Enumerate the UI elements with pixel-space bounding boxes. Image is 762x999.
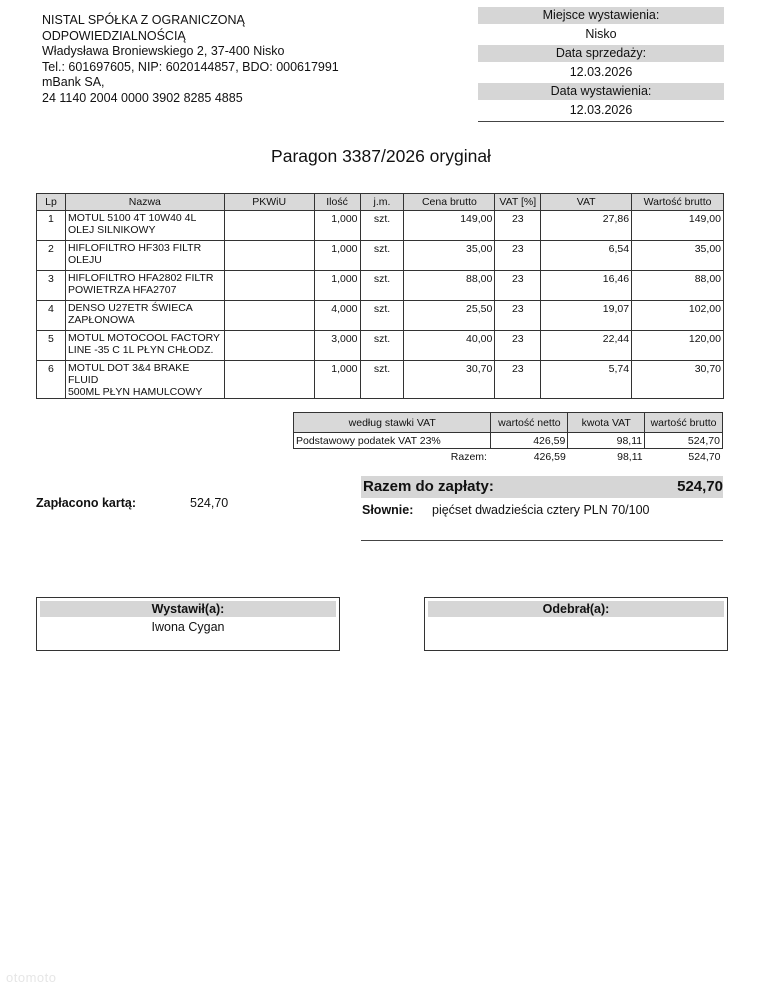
name-line-2: POWIETRZA HFA2707 [67, 284, 177, 296]
col-header-gross: Wartość brutto [632, 194, 724, 211]
cell-pkwiu [224, 361, 314, 399]
cell-price: 149,00 [404, 211, 495, 241]
name-line-2: LINE -35 C 1L PŁYN CHŁODZ. [67, 344, 214, 356]
cell-qty: 3,000 [314, 331, 360, 361]
cell-gross: 102,00 [632, 301, 724, 331]
vat-total-vat: 98,11 [617, 450, 643, 463]
total-to-pay-value: 524,70 [677, 478, 723, 495]
total-to-pay-label: Razem do zapłaty: [363, 478, 494, 495]
cell-unit: szt. [360, 331, 404, 361]
cell-vat: 6,54 [541, 241, 632, 271]
cell-vat: 19,07 [541, 301, 632, 331]
issued-by-name: Iwona Cygan [151, 620, 225, 634]
seller-name-line-1: NISTAL SPÓŁKA Z OGRANICZONĄ [42, 13, 245, 27]
cell-rate: 23 [495, 241, 541, 271]
cell-lp: 6 [37, 361, 66, 399]
cell-name [65, 301, 224, 331]
place-value: Nisko [585, 27, 617, 41]
vat-row-vat: 98,11 [568, 433, 645, 449]
place-label: Miejsce wystawienia: [478, 7, 724, 24]
cell-qty: 4,000 [314, 301, 360, 331]
total-to-pay-bar [361, 476, 723, 498]
received-by-label: Odebrał(a): [428, 601, 724, 617]
vat-summary-table [293, 412, 723, 464]
cell-qty: 1,000 [314, 361, 360, 399]
sale-date-label: Data sprzedaży: [478, 45, 724, 62]
cell-qty: 1,000 [314, 241, 360, 271]
paid-by-card-label: Zapłacono kartą: [36, 496, 137, 510]
received-by-box [424, 597, 728, 651]
vat-total-label: Razem: [450, 450, 487, 463]
cell-unit: szt. [360, 241, 404, 271]
seller-contact: Tel.: 601697605, NIP: 6020144857, BDO: 000617991 [42, 59, 339, 74]
cell-vat: 5,74 [541, 361, 632, 399]
table-row [37, 241, 724, 271]
cell-qty: 1,000 [314, 211, 360, 241]
cell-lp: 2 [37, 241, 66, 271]
cell-lp: 5 [37, 331, 66, 361]
amount-in-words-value: pięćset dwadzieścia cztery PLN 70/100 [432, 503, 650, 517]
table-row [37, 331, 724, 361]
document-meta [478, 7, 724, 122]
name-line-2: OLEJU [67, 254, 102, 266]
cell-name [65, 361, 224, 399]
cell-lp: 3 [37, 271, 66, 301]
cell-name [65, 271, 224, 301]
seller-name-line-2: ODPOWIEDZIALNOŚCIĄ [42, 28, 186, 43]
name-line-2: OLEJ SILNIKOWY [67, 224, 156, 236]
watermark: otomoto [6, 970, 57, 985]
issue-date-value: 12.03.2026 [478, 100, 724, 122]
table-row [37, 271, 724, 301]
vat-row-label: Podstawowy podatek VAT 23% [294, 433, 491, 449]
name-line-2: 500ML PŁYN HAMULCOWY [67, 386, 203, 398]
cell-name [65, 241, 224, 271]
cell-lp: 4 [37, 301, 66, 331]
amount-in-words [362, 503, 649, 517]
seller-address: Władysława Broniewskiego 2, 37-400 Nisko [42, 44, 285, 58]
table-row [37, 361, 724, 399]
vat-header-net: wartość netto [491, 413, 568, 433]
amount-in-words-label: Słownie: [362, 503, 414, 517]
col-header-qty: Ilość [314, 194, 360, 211]
cell-price: 25,50 [404, 301, 495, 331]
cell-gross: 88,00 [632, 271, 724, 301]
vat-header-gross: wartość brutto [645, 413, 723, 433]
cell-rate: 23 [495, 301, 541, 331]
col-header-lp: Lp [37, 194, 66, 211]
items-header-row [37, 194, 724, 211]
cell-price: 88,00 [404, 271, 495, 301]
name-line-1: DENSO U27ETR ŚWIECA [67, 302, 193, 314]
col-header-pkwiu: PKWiU [224, 194, 314, 211]
cell-gross: 35,00 [632, 241, 724, 271]
cell-qty: 1,000 [314, 271, 360, 301]
cell-price: 35,00 [404, 241, 495, 271]
cell-rate: 23 [495, 331, 541, 361]
cell-rate: 23 [495, 211, 541, 241]
col-header-unit: j.m. [360, 194, 404, 211]
vat-row [294, 433, 723, 449]
cell-price: 30,70 [404, 361, 495, 399]
cell-name [65, 331, 224, 361]
cell-gross: 120,00 [632, 331, 724, 361]
seller-info [42, 13, 339, 106]
seller-account: 24 1140 2004 0000 3902 8285 4885 [42, 90, 243, 105]
cell-vat: 22,44 [541, 331, 632, 361]
col-header-rate: VAT [%] [495, 194, 541, 211]
amount-divider [361, 540, 723, 541]
vat-total-net: 426,59 [533, 450, 566, 463]
vat-row-net: 426,59 [491, 433, 568, 449]
name-line-1: HIFLOFILTRO HFA2802 FILTR [67, 272, 214, 284]
col-header-name: Nazwa [65, 194, 224, 211]
name-line-1: MOTUL 5100 4T 10W40 4L [67, 212, 197, 224]
name-line-1: HIFLOFILTRO HF303 FILTR [67, 242, 202, 254]
vat-total-row [294, 449, 723, 465]
cell-name [65, 211, 224, 241]
table-row [37, 211, 724, 241]
cell-unit: szt. [360, 361, 404, 399]
cell-pkwiu [224, 241, 314, 271]
cell-pkwiu [224, 331, 314, 361]
paid-by-card-value: 524,70 [190, 496, 229, 510]
col-header-vat: VAT [541, 194, 632, 211]
cell-gross: 149,00 [632, 211, 724, 241]
issued-by-box [36, 597, 340, 651]
col-header-price: Cena brutto [404, 194, 495, 211]
cell-rate: 23 [495, 361, 541, 399]
name-line-1: MOTUL DOT 3&4 BRAKE FLUID [67, 362, 190, 386]
cell-unit: szt. [360, 301, 404, 331]
name-line-1: MOTUL MOTOCOOL FACTORY [67, 332, 221, 344]
cell-pkwiu [224, 211, 314, 241]
cell-rate: 23 [495, 271, 541, 301]
table-row [37, 301, 724, 331]
seller-bank: mBank SA, [42, 75, 105, 89]
issue-date-label: Data wystawienia: [478, 83, 724, 100]
document-title: Paragon 3387/2026 oryginał [271, 146, 491, 166]
name-line-2: ZAPŁONOWA [67, 314, 135, 326]
items-table [36, 193, 724, 399]
sale-date-value: 12.03.2026 [569, 65, 633, 79]
cell-vat: 16,46 [541, 271, 632, 301]
cell-lp: 1 [37, 211, 66, 241]
cell-pkwiu [224, 271, 314, 301]
vat-header-vat: kwota VAT [568, 413, 645, 433]
cell-pkwiu [224, 301, 314, 331]
cell-unit: szt. [360, 211, 404, 241]
cell-vat: 27,86 [541, 211, 632, 241]
cell-price: 40,00 [404, 331, 495, 361]
cell-unit: szt. [360, 271, 404, 301]
vat-total-gross: 524,70 [688, 450, 721, 463]
vat-header-row [294, 413, 723, 433]
vat-header-rate: według stawki VAT [294, 413, 491, 433]
issued-by-label: Wystawił(a): [40, 601, 336, 617]
vat-row-gross: 524,70 [645, 433, 723, 449]
cell-gross: 30,70 [632, 361, 724, 399]
